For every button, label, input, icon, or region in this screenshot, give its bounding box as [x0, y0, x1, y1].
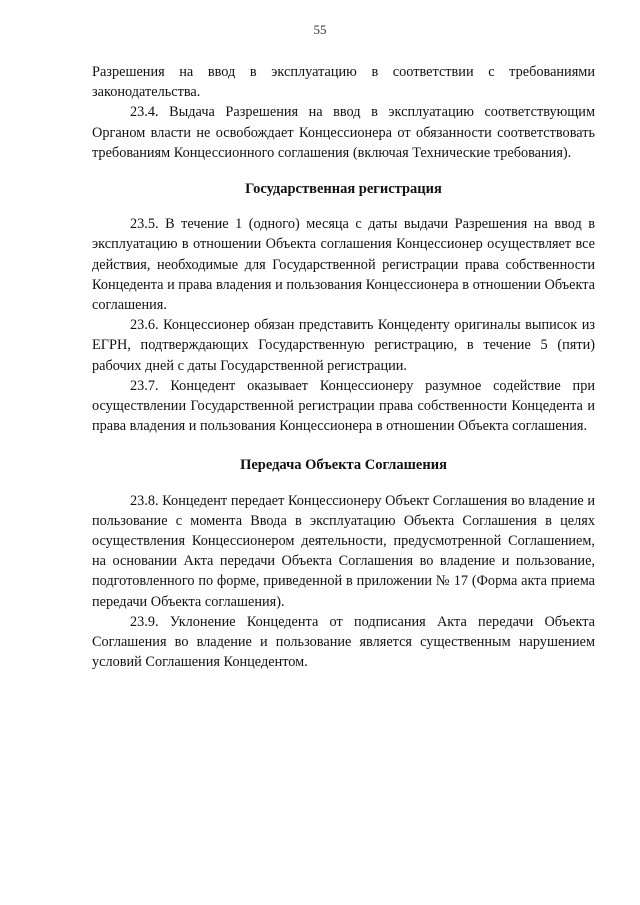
paragraph-23-4: 23.4. Выдача Разрешения на ввод в эксплуатацию соответствующим Органом власти не освобождает Концессионера от обязанности соответствовать требованиям Концессионного соглашения (включая Технические требования).	[92, 104, 595, 161]
page-number: 55	[313, 22, 327, 37]
paragraph-23-5: 23.5. В течение 1 (одного) месяца с даты выдачи Разрешения на ввод в эксплуатацию в отношении Объекта соглашения Концессионер осуществляет все действия, необходимые для Государственной регистрации права собственности Концедента и права владения и пользования Концессионера в отношении Объекта соглашения.	[92, 216, 595, 314]
paragraph-23-7: 23.7. Концедент оказывает Концессионеру разумное содействие при осуществлении Государственной регистрации права собственности Концедента и права владения и пользования Концессионера в отношении Объекта соглашения.	[92, 377, 595, 435]
section-heading-object-transfer: Передача Объекта Соглашения	[240, 457, 447, 474]
section-heading-state-registration: Государственная регистрация	[245, 181, 442, 198]
document-body	[92, 62, 595, 672]
paragraph-continuation: Разрешения на ввод в эксплуатацию в соответствии с требованиями законодательства.	[92, 64, 595, 101]
paragraph-23-6: 23.6. Концессионер обязан представить Концеденту оригиналы выписок из ЕГРН, подтверждающих Государственную регистрацию, в течение 5 (пяти) рабочих дней с даты Государственной регистрации.	[92, 317, 595, 374]
paragraph-23-8: 23.8. Концедент передает Концессионеру Объект Соглашения во владение и пользование с момента Ввода в эксплуатацию Объекта Соглашения в целях осуществления Концессионером деятельности, предусмотренной Соглашением, на основании Акта передачи Объекта Соглашения во владение и пользование, подготовленного по форме, приведенной в приложении № 17 (Форма акта приема передачи Объекта соглашения).	[92, 492, 595, 610]
paragraph-23-9: 23.9. Уклонение Концедента от подписания Акта передачи Объекта Соглашения во владение и пользование является существенным нарушением условий Соглашения Концедентом.	[92, 613, 595, 671]
